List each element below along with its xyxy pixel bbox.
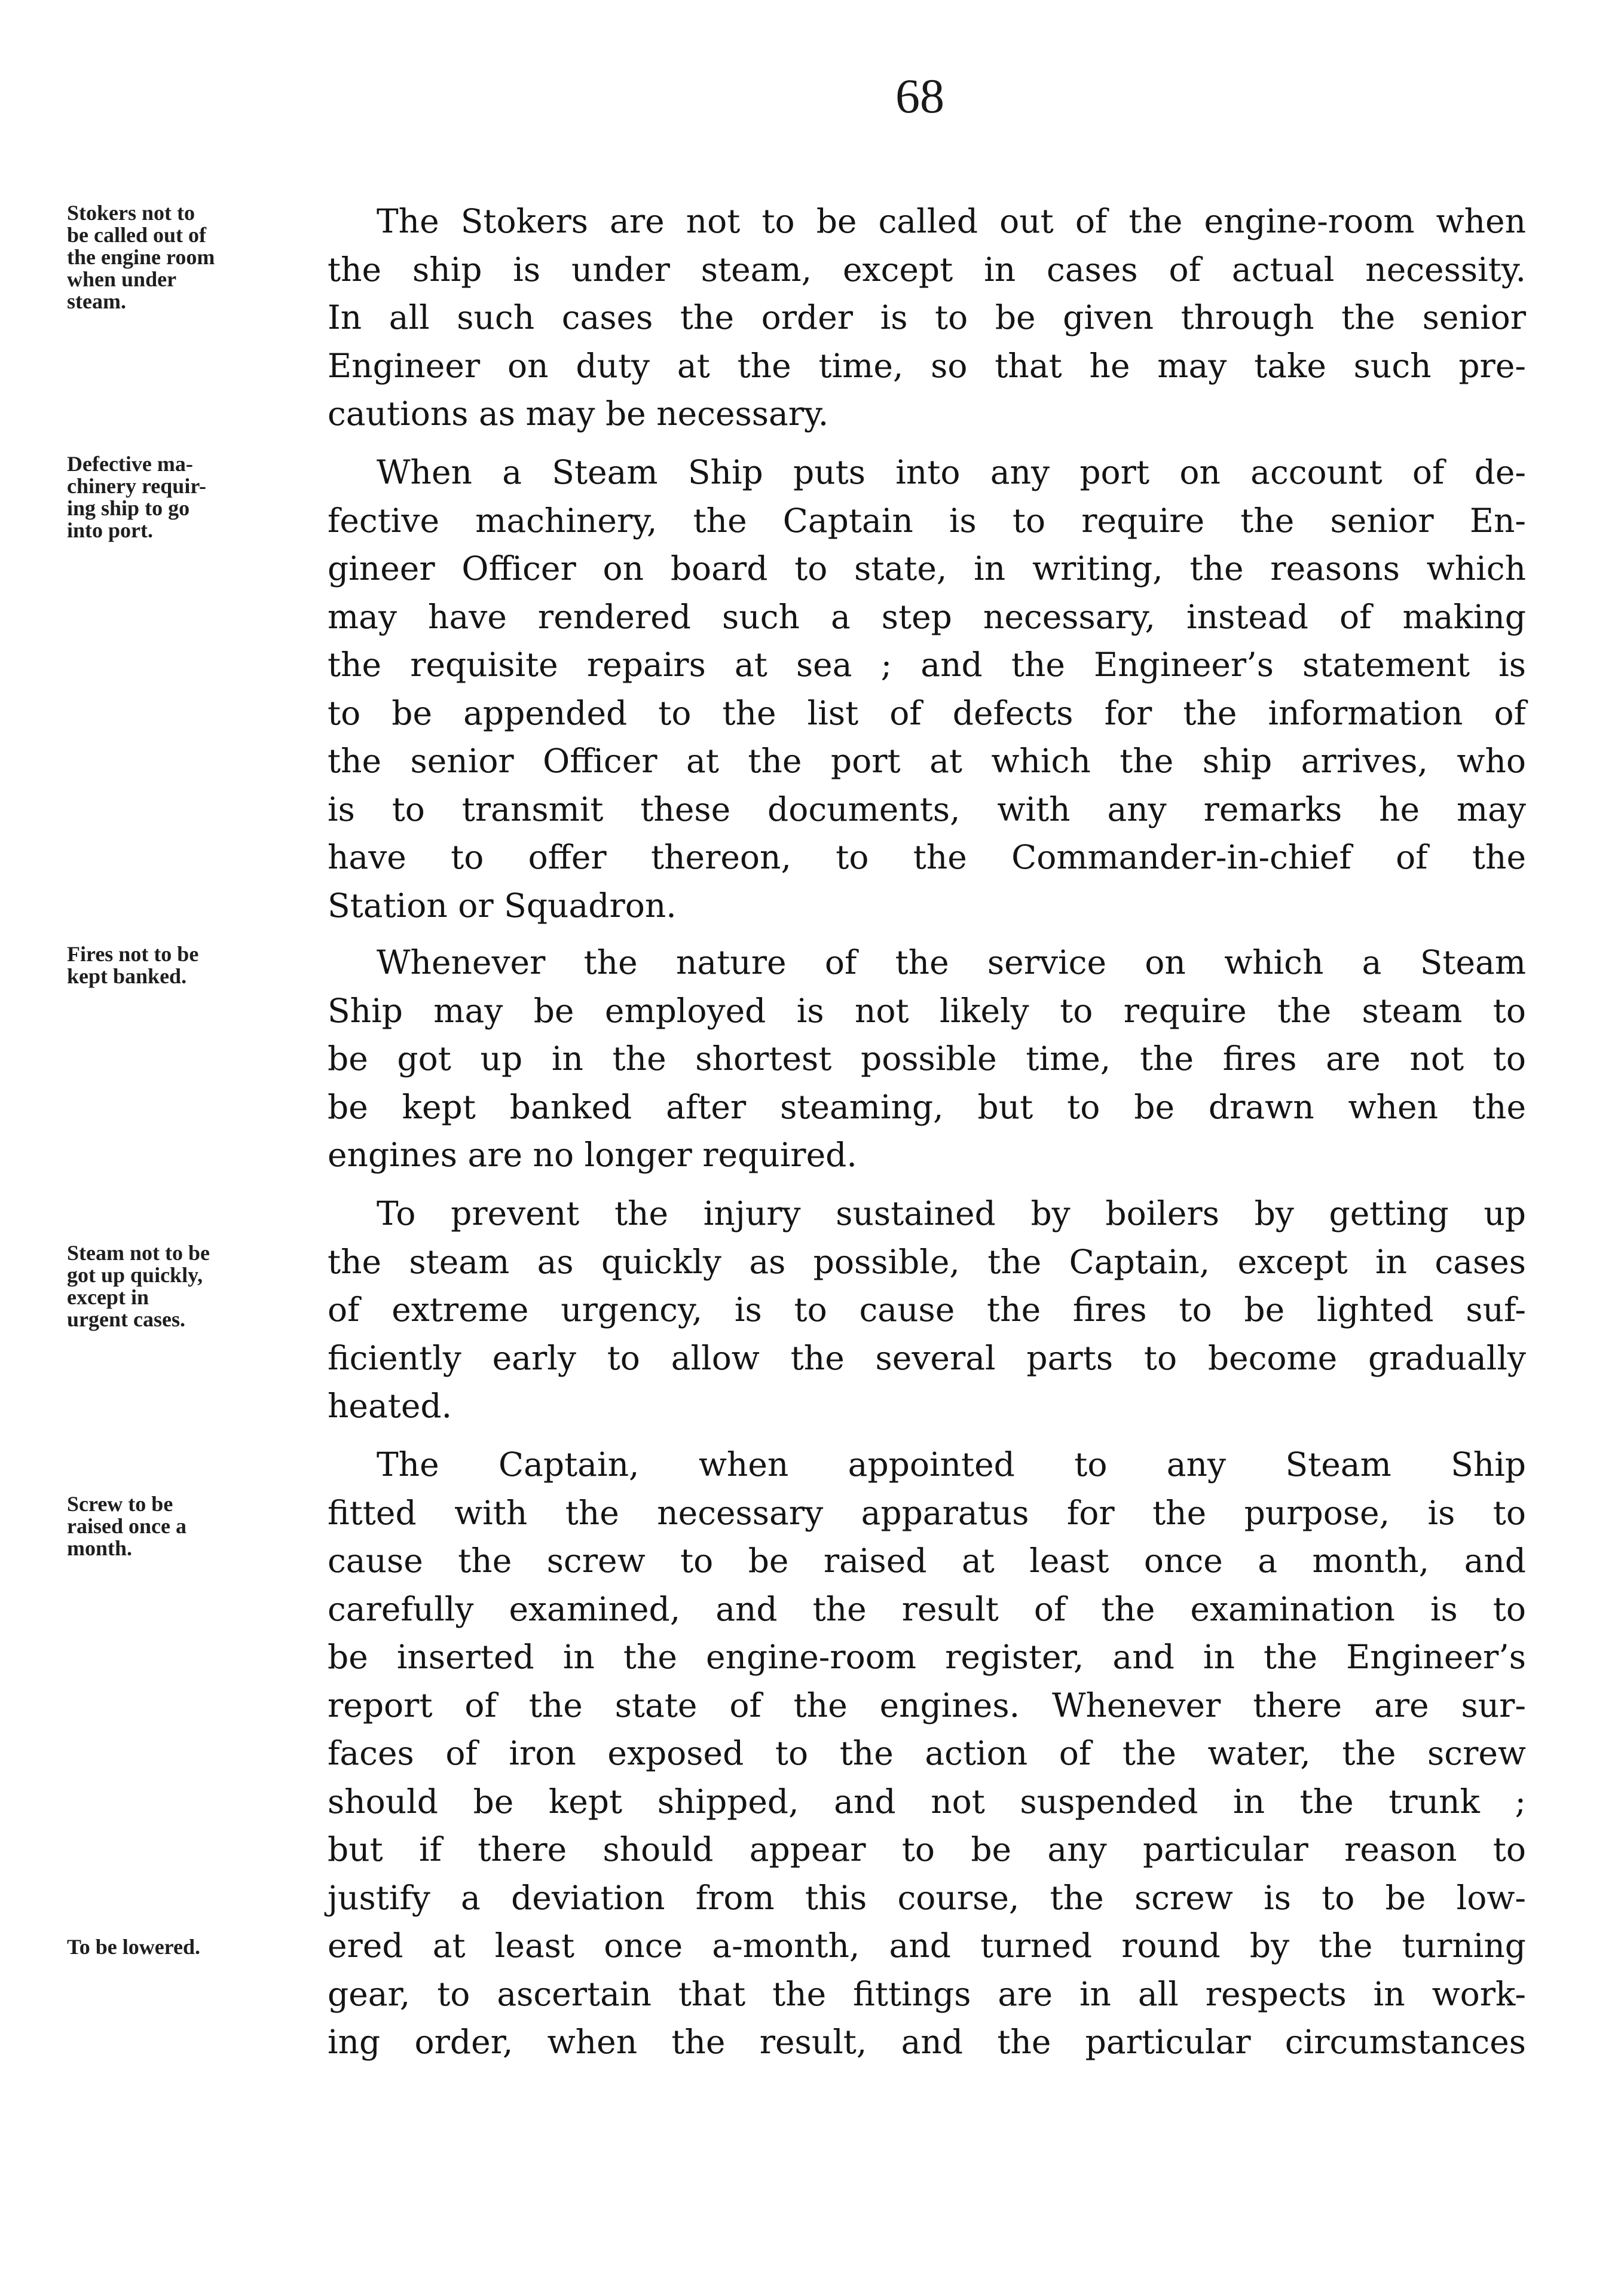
text-line: Station or Squadron. [328, 886, 677, 925]
margin-note-line: be called out of [67, 223, 206, 247]
text-line: report of the state of the engines. Whenever there are sur- [328, 1686, 1526, 1724]
margin-note-line: month. [67, 1536, 133, 1560]
margin-note-line: chinery requir- [67, 474, 206, 498]
margin-note-line: when under [67, 267, 177, 291]
margin-note-line: Screw to be [67, 1492, 173, 1516]
text-line: gineer Officer on board to state, in writing, the reasons which [328, 549, 1526, 588]
text-line: To prevent the injury sustained by boilers by getting up [377, 1194, 1526, 1233]
text-line: to be appended to the list of defects for the information of [328, 693, 1526, 732]
paragraph [328, 1441, 1526, 2066]
margin-note-line: raised once a [67, 1514, 186, 1538]
margin-note [67, 1936, 318, 1958]
text-line: the steam as quickly as possible, the Captain, except in cases [328, 1242, 1526, 1281]
margin-note [67, 1242, 318, 1331]
text-line: ficiently early to allow the several parts to become gradually [328, 1338, 1526, 1377]
text-line: The Captain, when appointed to any Steam Ship [377, 1445, 1526, 1484]
text-line: heated. [328, 1387, 452, 1425]
margin-note-line: kept banked. [67, 964, 187, 988]
paragraph [328, 448, 1526, 929]
text-line: the senior Officer at the port at which the ship arrives, who [328, 742, 1526, 780]
margin-note-line: Fires not to be [67, 942, 199, 966]
margin-note [67, 943, 318, 987]
text-line: In all such cases the order is to be given through the senior [328, 298, 1526, 337]
text-line: the requisite repairs at sea ; and the Engineer’s statement is [328, 646, 1526, 684]
text-line: justify a deviation from this course, the screw is to be low- [328, 1878, 1526, 1917]
margin-note-line: the engine room [67, 245, 215, 269]
margin-note-line: ing ship to go [67, 496, 190, 520]
text-line: have to offer thereon, to the Commander-in-chief of the [328, 838, 1526, 876]
paragraph [328, 197, 1526, 438]
margin-note-line: urgent cases. [67, 1307, 185, 1331]
margin-note-line: To be lowered. [67, 1935, 201, 1959]
text-line: The Stokers are not to be called out of the engine-room when [377, 202, 1526, 240]
text-line: gear, to ascertain that the fittings are in all respects in work- [328, 1974, 1526, 2013]
text-line: be kept banked after steaming, but to be drawn when the [328, 1087, 1526, 1126]
paragraph [328, 1189, 1526, 1430]
margin-note-line: except in [67, 1285, 149, 1309]
text-line: cautions as may be necessary. [328, 395, 829, 433]
text-line: faces of iron exposed to the action of the water, the screw [328, 1734, 1526, 1772]
text-line: When a Steam Ship puts into any port on account of de- [377, 453, 1526, 491]
text-line: is to transmit these documents, with any remarks he may [328, 790, 1526, 828]
paragraph [328, 938, 1526, 1179]
text-line: should be kept shipped, and not suspended in the trunk ; [328, 1782, 1526, 1821]
text-line: engines are no longer required. [328, 1136, 857, 1174]
text-line: Ship may be employed is not likely to require the steam to [328, 991, 1526, 1030]
margin-note-line: Stokers not to [67, 201, 195, 225]
margin-note [67, 453, 318, 542]
page-number: 68 [895, 69, 944, 123]
text-line: cause the screw to be raised at least once a month, and [328, 1542, 1526, 1580]
margin-note-line: Defective ma- [67, 452, 193, 476]
text-line: may have rendered such a step necessary, instead of making [328, 597, 1526, 636]
margin-note [67, 1493, 318, 1559]
text-line: ered at least once a-month, and turned round by the turning [328, 1927, 1526, 1965]
margin-note [67, 202, 318, 313]
margin-note-line: steam. [67, 289, 126, 313]
text-line: ing order, when the result, and the particular circumstances [328, 2023, 1526, 2061]
text-line: fitted with the necessary apparatus for the purpose, is to [328, 1493, 1526, 1532]
text-line: fective machinery, the Captain is to require the senior En- [328, 501, 1526, 540]
text-line: carefully examined, and the result of the examination is to [328, 1589, 1526, 1628]
text-line: Whenever the nature of the service on which a Steam [377, 943, 1526, 981]
text-line: Engineer on duty at the time, so that he may take such pre- [328, 346, 1526, 385]
text-line: be inserted in the engine-room register, and in the Engineer’s [328, 1638, 1526, 1676]
text-line: but if there should appear to be any particular reason to [328, 1830, 1526, 1869]
text-line: of extreme urgency, is to cause the fires to be lighted suf- [328, 1291, 1526, 1329]
margin-note-line: into port. [67, 518, 153, 542]
margin-note-line: got up quickly, [67, 1263, 203, 1287]
text-line: be got up in the shortest possible time, the fires are not to [328, 1039, 1526, 1078]
margin-note-line: Steam not to be [67, 1241, 210, 1265]
text-line: the ship is under steam, except in cases of actual necessity. [328, 250, 1526, 289]
